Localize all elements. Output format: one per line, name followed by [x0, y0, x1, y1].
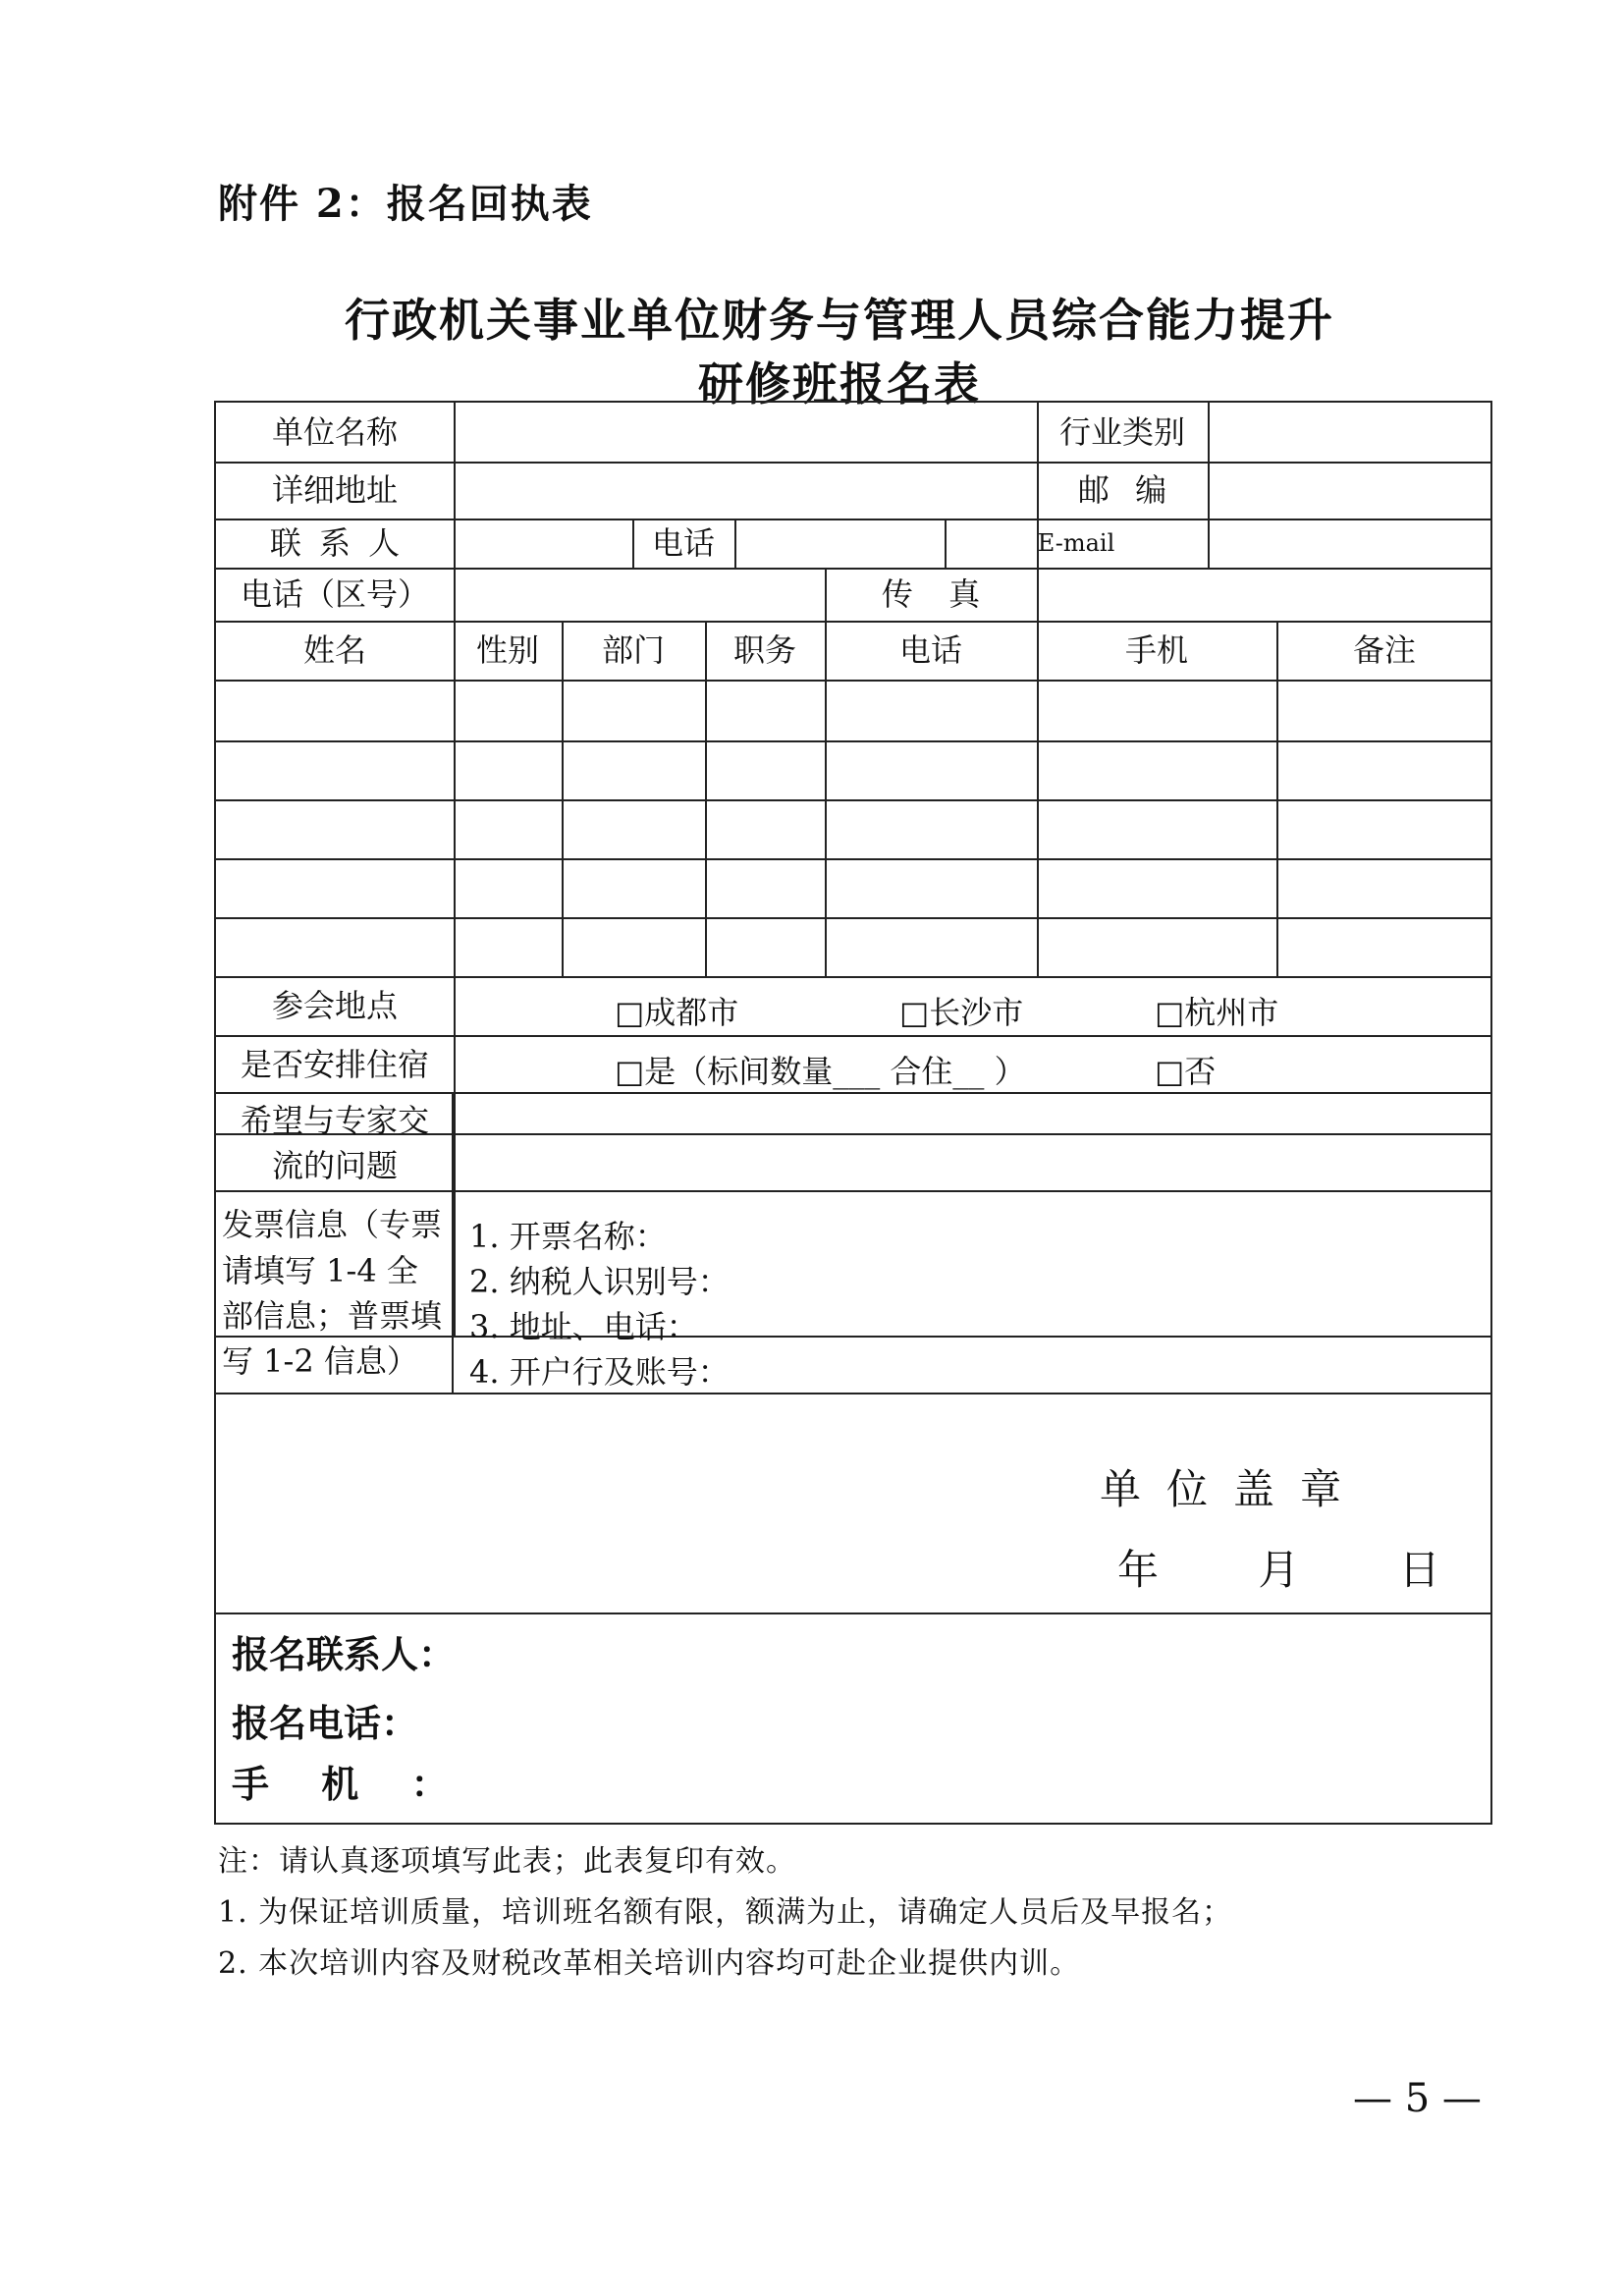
- col-divider: [734, 519, 736, 568]
- col-divider: [1208, 403, 1210, 568]
- attachment-heading: 附件 2：报名回执表: [218, 181, 593, 227]
- row-divider: [216, 1613, 1492, 1614]
- phone-area-label: 电话（区号）: [240, 574, 429, 613]
- invoice-line-2: 2. 纳税人识别号：: [469, 1263, 730, 1300]
- venue-option-changsha[interactable]: □长沙市: [899, 994, 1024, 1031]
- col-header-position: 职务: [732, 630, 796, 669]
- col-header-phone: 电话: [898, 630, 962, 669]
- reg-contact-label: 报名联系人：: [232, 1632, 457, 1676]
- reg-mobile-label: 手 机 ：: [232, 1762, 449, 1806]
- fax-label: 传 真: [881, 574, 981, 613]
- form-title-line1: 行政机关事业单位财务与管理人员综合能力提升: [345, 294, 1334, 347]
- note-2: 2. 本次培训内容及财税改革相关培训内容均可赴企业提供内训。: [218, 1946, 1081, 1981]
- note-main: 注：请认真逐项填写此表；此表复印有效。: [218, 1844, 796, 1879]
- page-number: — 5 —: [1353, 2076, 1482, 2121]
- venue-option-hangzhou[interactable]: □杭州市: [1155, 994, 1279, 1031]
- address-label: 详细地址: [271, 470, 398, 509]
- unit-stamp-label: 单位盖章: [1100, 1465, 1368, 1513]
- row-divider: [216, 799, 1492, 801]
- row-divider: [216, 858, 1492, 860]
- invoice-line-4: 4. 开户行及账号：: [469, 1353, 730, 1391]
- questions-label: 希望与专家交流的问题: [240, 1101, 429, 1184]
- note-1: 1. 为保证培训质量，培训班名额有限，额满为止，请确定人员后及早报名；: [218, 1895, 1233, 1930]
- row-divider: [214, 1092, 1492, 1094]
- email-label: E-mail: [1037, 528, 1115, 557]
- lodging-label: 是否安排住宿: [240, 1045, 429, 1083]
- row-divider: [214, 1190, 1492, 1192]
- col-divider: [454, 403, 456, 1336]
- contact-person-label: 联 系 人: [269, 523, 401, 562]
- col-header-mobile: 手机: [1124, 630, 1188, 669]
- row-divider: [216, 680, 1492, 682]
- postcode-label: 邮 编: [1077, 470, 1167, 509]
- invoice-line-1: 1. 开票名称：: [469, 1218, 667, 1255]
- invoice-label: 发票信息（专票请填写 1-4 全部信息；普票填写 1-2 信息）: [222, 1206, 443, 1381]
- lodging-option-yes[interactable]: □是（标间数量___ 合住__ ）: [615, 1053, 1026, 1090]
- col-header-remarks: 备注: [1352, 630, 1416, 669]
- row-divider: [216, 917, 1492, 919]
- col-header-department: 部门: [601, 630, 665, 669]
- col-header-gender: 性别: [475, 630, 539, 669]
- stamp-date-label: 年 月 日: [1117, 1546, 1466, 1594]
- unit-name-label: 单位名称: [271, 412, 398, 451]
- col-divider: [452, 1092, 454, 1393]
- reg-phone-label: 报名电话：: [232, 1701, 419, 1745]
- lodging-option-no[interactable]: □否: [1155, 1053, 1217, 1090]
- invoice-line-3: 3. 地址、电话：: [469, 1308, 698, 1345]
- form-title-line2: 研修班报名表: [698, 357, 981, 410]
- venue-option-chengdu[interactable]: □成都市: [615, 994, 739, 1031]
- industry-label: 行业类别: [1058, 412, 1185, 451]
- row-divider: [214, 1393, 1492, 1394]
- phone-label: 电话: [651, 523, 715, 562]
- col-header-name: 姓名: [302, 630, 366, 669]
- registration-form-table: [214, 401, 1492, 1825]
- venue-label: 参会地点: [271, 986, 398, 1024]
- row-divider: [216, 740, 1492, 742]
